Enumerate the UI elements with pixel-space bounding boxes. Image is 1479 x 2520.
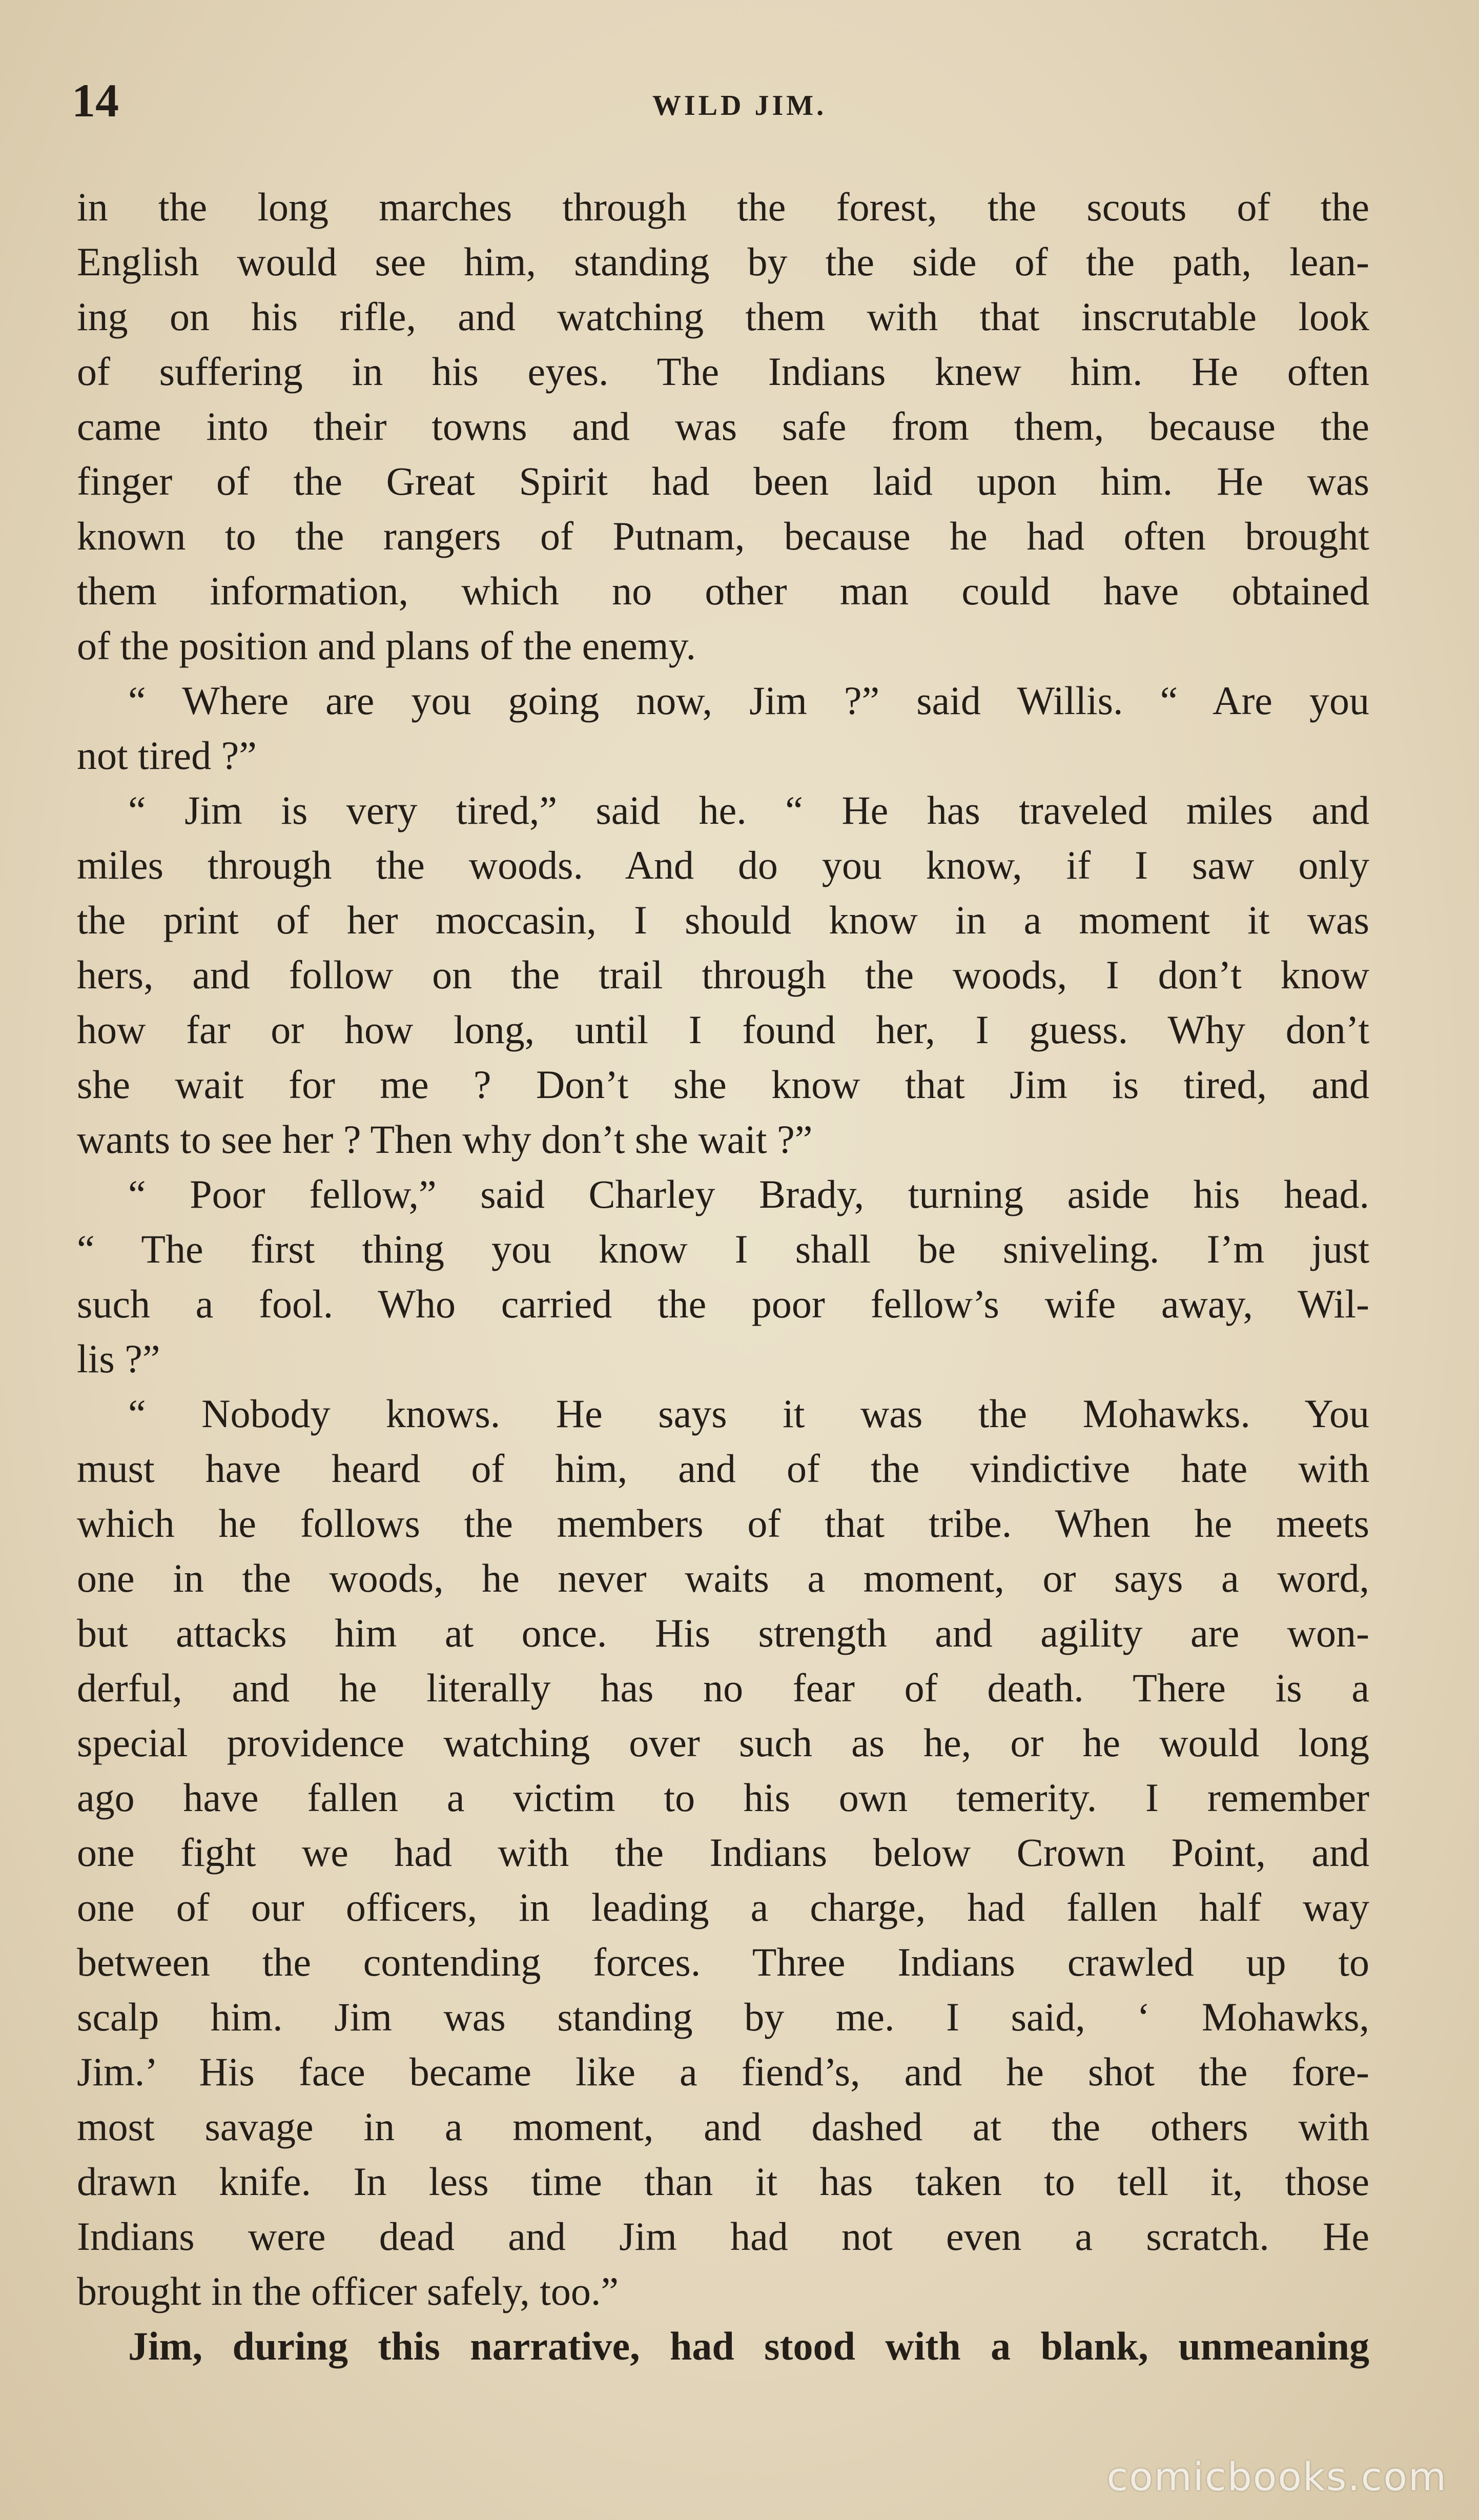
text-line: ago have fallen a victim to his own temerity. I remember xyxy=(77,1775,1369,1820)
running-head: WILD JIM. xyxy=(652,90,827,121)
text-line: “ Poor fellow,” said Charley Brady, turning aside his head. xyxy=(128,1172,1369,1216)
text-line: hers, and follow on the trail through the woods, I don’t know xyxy=(77,952,1369,997)
text-line: most savage in a moment, and dashed at the others with xyxy=(77,2104,1369,2149)
text-line: Indians were dead and Jim had not even a scratch. He xyxy=(77,2214,1369,2259)
text-line: came into their towns and was safe from them, because the xyxy=(77,404,1369,449)
text-line: “ Jim is very tired,” said he. “ He has traveled miles and xyxy=(128,788,1369,832)
page-number: 14 xyxy=(72,74,119,127)
text-line: “ Where are you going now, Jim ?” said Willis. “ Are you xyxy=(128,678,1369,723)
paragraph xyxy=(77,2319,1369,2373)
text-line: not tired ?” xyxy=(77,733,257,778)
watermark: comicbooks.com xyxy=(1106,2454,1447,2499)
body-text xyxy=(77,179,1369,2373)
text-line: special providence watching over such as he, or he would long xyxy=(77,1720,1369,1765)
text-line: them information, which no other man could have obtained xyxy=(77,568,1369,613)
text-line: of the position and plans of the enemy. xyxy=(77,623,696,668)
text-line: miles through the woods. And do you know, if I saw only xyxy=(77,843,1369,887)
text-line: one of our officers, in leading a charge, had fallen half way xyxy=(77,1885,1369,1929)
text-line: “ Nobody knows. He says it was the Mohawks. You xyxy=(128,1391,1369,1436)
text-line: which he follows the members of that tribe. When he meets xyxy=(77,1501,1369,1546)
paragraph xyxy=(77,179,1369,673)
text-line: lis ?” xyxy=(77,1336,160,1381)
text-line: ing on his rifle, and watching them with that inscrutable look xyxy=(77,294,1369,339)
text-line: the print of her moccasin, I should know in a moment it was xyxy=(77,898,1369,942)
text-line: known to the rangers of Putnam, because he had often brought xyxy=(77,514,1369,558)
text-line: of suffering in his eyes. The Indians knew him. He often xyxy=(77,349,1369,394)
text-line: one fight we had with the Indians below Crown Point, and xyxy=(77,1830,1369,1875)
text-line: in the long marches through the forest, the scouts of the xyxy=(77,185,1369,229)
text-line: finger of the Great Spirit had been laid upon him. He was xyxy=(77,459,1369,503)
text-line: one in the woods, he never waits a moment, or says a word, xyxy=(77,1556,1369,1600)
text-line: between the contending forces. Three Indians crawled up to xyxy=(77,1940,1369,1984)
text-line: derful, and he literally has no fear of death. There is a xyxy=(77,1665,1369,1710)
text-line: brought in the officer safely, too.” xyxy=(77,2269,619,2313)
text-line: Jim, during this narrative, had stood with a blank, unmeaning xyxy=(128,2324,1369,2368)
paragraph xyxy=(77,1167,1369,1386)
text-line: must have heard of him, and of the vindictive hate with xyxy=(77,1446,1369,1491)
paragraph xyxy=(77,1386,1369,2319)
text-line: how far or how long, until I found her, I guess. Why don’t xyxy=(77,1007,1369,1052)
text-line: scalp him. Jim was standing by me. I said, ‘ Mohawks, xyxy=(77,1995,1369,2039)
paragraph xyxy=(77,673,1369,783)
text-line: English would see him, standing by the side of the path, lean- xyxy=(77,239,1369,284)
text-line: such a fool. Who carried the poor fellow’s wife away, Wil- xyxy=(77,1282,1369,1326)
paragraph xyxy=(77,783,1369,1167)
text-line: but attacks him at once. His strength and agility are won- xyxy=(77,1611,1369,1655)
text-line: drawn knife. In less time than it has taken to tell it, those xyxy=(77,2159,1369,2204)
text-line: “ The first thing you know I shall be sniveling. I’m just xyxy=(77,1227,1369,1271)
text-line: Jim.’ His face became like a fiend’s, and he shot the fore- xyxy=(77,2049,1369,2094)
text-line: she wait for me ? Don’t she know that Jim is tired, and xyxy=(77,1062,1369,1107)
text-line: wants to see her ? Then why don’t she wait ?” xyxy=(77,1117,813,1162)
